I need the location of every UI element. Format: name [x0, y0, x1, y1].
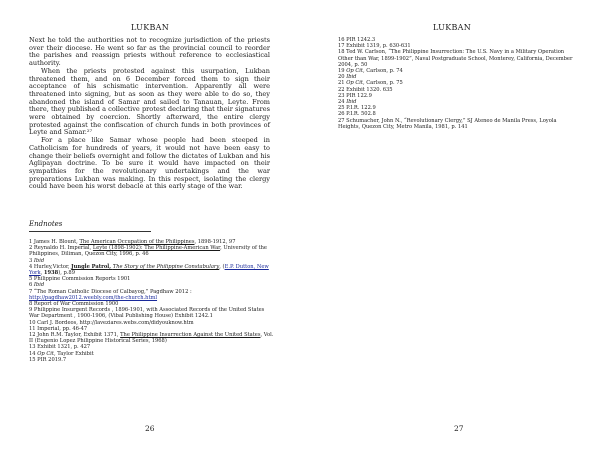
endnote-text: The Philippine Insurrection Against the United States — [120, 332, 261, 339]
endnote-text: Op Cit — [37, 350, 54, 357]
endnote — [338, 118, 578, 130]
endnote-text: Op Cit — [346, 80, 363, 87]
endnote-text: The American Occupation of the Philippines — [79, 239, 195, 245]
endnote-text: 22 Exhibit 1320. 635 — [338, 86, 393, 93]
endnote-text: Ibid — [33, 257, 45, 264]
body-text — [29, 37, 270, 191]
endnote-link[interactable]: http://pagdhaw2012.weebly.com/the-church.html — [29, 294, 158, 301]
page-number: 27 — [454, 424, 464, 433]
endnote-text: 13 Exhibit 1321, p. 427 — [29, 344, 91, 351]
endnote-text: , — [40, 270, 44, 277]
paragraph: Next he told the authorities not to recognize jurisdiction of the priests over their diocese. He went so far as the provincial council to reorder the parishes and reassign priests without reference to ecclesiastical authority. — [29, 36, 270, 68]
endnote-text: 27 Schumacher, John N., “Revolutionary Clergy,” SJ Ateneo de Manila Press, Loyola Heights, Quezon City, Metro Manila, 1981, p. 141 — [338, 117, 557, 130]
endnote-text: 6 — [29, 282, 34, 289]
endnote-text: 21 — [338, 80, 347, 87]
endnote-text: , Taylor Exhibit — [53, 350, 94, 357]
endnote-text: Leyte (1898-1902): The Philippine-American War — [92, 245, 221, 252]
endnote-text: 16 PIR 1242.3 — [338, 37, 376, 43]
endnote-text: 10 Carl J. Bordeos, http://laveziares.webs.com/didyouknow.htm — [29, 319, 194, 326]
endnotes-list — [29, 239, 274, 363]
running-header: LUKBAN — [131, 23, 170, 32]
endnote-text: 1938 — [43, 270, 59, 277]
endnote-text: Jungle Patrol, — [71, 263, 113, 270]
right-page — [300, 0, 600, 463]
endnotes-heading: Endnotes — [29, 220, 63, 228]
page-number: 26 — [145, 424, 155, 433]
endnote-text: Ibid — [346, 74, 357, 81]
endnote-text: 14 — [29, 350, 38, 357]
endnote — [29, 357, 274, 363]
endnote-link[interactable]: E.P. Dutton, New York — [29, 263, 269, 277]
endnote-text: 1 James H. Blount, — [29, 239, 80, 245]
endnote-text: 9 Philippine Insurgent Records , 1896-1901, with Associated Records of the United States War Department , 1900-1906, (Vibal Publishing House) Exhibit 1242.1 — [29, 307, 265, 320]
endnotes-divider — [29, 231, 151, 232]
paragraph: For a place like Samar whose people had been steeped in Catholicism for hundreds of years, it would not have been easy to change their beliefs overnight and follow the dictates of Lukban and his Aglipayan doctrine. To be sure it would have impacted on their sympathies for the revolutionary undertakings and the war preparations Lukban was making. In this respect, isolating the clergy could have been his worst debacle at this early stage of the war. — [29, 136, 270, 191]
endnote-text: 26 P.I.R. 502.8 — [338, 111, 376, 118]
endnote-text: , Carlson, p. 74 — [362, 68, 403, 75]
endnote-text: 18 Ted W. Carlson, “The Philippine Insurrection: The U.S. Navy in a Military Operation Other than War, 1899-1902”, Naval Postgraduate School, Monterey, California, December 2004, p. 50 — [338, 49, 573, 68]
endnote-text: , Vol. II (Eugenio Lopez Philippine Historical Series, 1968) — [29, 332, 274, 345]
endnote — [29, 289, 274, 301]
endnote — [29, 307, 274, 319]
endnote-text: ), p.89 — [58, 270, 75, 277]
endnote-text: 24 — [338, 99, 347, 106]
endnote — [29, 332, 274, 344]
endnote-text: Op Cit — [346, 68, 363, 75]
endnote — [29, 245, 274, 257]
endnote-text: 17 Exhibit 1319, p. 630-631 — [338, 43, 411, 50]
endnote-text: Ibid — [346, 99, 357, 106]
endnote — [29, 264, 274, 276]
endnote-text: , ( — [219, 263, 225, 270]
endnote-text: 7 “The Roman Catholic Diocese of Calbayog,” Pagdhaw 2012 : — [29, 288, 192, 295]
running-header: LUKBAN — [433, 23, 472, 32]
endnote-text: 20 — [338, 74, 347, 81]
endnote-text: 5 Philippine Commission Reports 1901 — [29, 276, 131, 283]
endnote-text: 11 Imperial, pp. 46-47 — [29, 325, 88, 332]
endnote-text: 15 PIR 2019.7 — [29, 356, 67, 363]
endnote-text: Ibid — [33, 282, 45, 289]
endnote-text: , 1898-1912, 97 — [194, 239, 236, 245]
endnote-text: 23 PIR 122.9 — [338, 92, 372, 99]
endnote — [338, 49, 578, 68]
endnote-text: , Carlson, p. 75 — [362, 80, 403, 87]
endnote-text: , University of the Philippines, Diliman, Quezon City, 1996, p. 46 — [29, 245, 267, 258]
endnote-text: 2 Reynaldo H. Imperial, — [29, 245, 93, 252]
endnote-text: 8 Report of War Commission 1900 — [29, 301, 119, 308]
paragraph: When the priests protested against this usurpation, Lukban threatened them, and on 6 December forced them to sign their acceptance of his schismatic intervention. Apparently all were threatened into signing, but as soon as they were able to do so, they abandoned the island of Samar and sailed to Tanauan, Leyte. From there, they published a collective protest declaring that their signatures were obtained by coercion. Shortly afterward, the entire clergy protested against the confiscation of church funds in both provinces of Leyte and Samar.²⁷ — [29, 66, 270, 137]
endnote-text: The Story of the Philippine Constabulary — [112, 263, 220, 270]
endnote-text: 12 John R.M. Taylor, Exhibit 1371, — [29, 332, 121, 339]
endnote-text: 4 Hurley,Victor, — [29, 263, 72, 270]
endnote-text: 19 — [338, 68, 347, 75]
endnote-text: 3 — [29, 257, 34, 264]
endnote-text: 25 P.I.R. 122.9 — [338, 105, 376, 112]
endnotes-list — [338, 37, 578, 130]
